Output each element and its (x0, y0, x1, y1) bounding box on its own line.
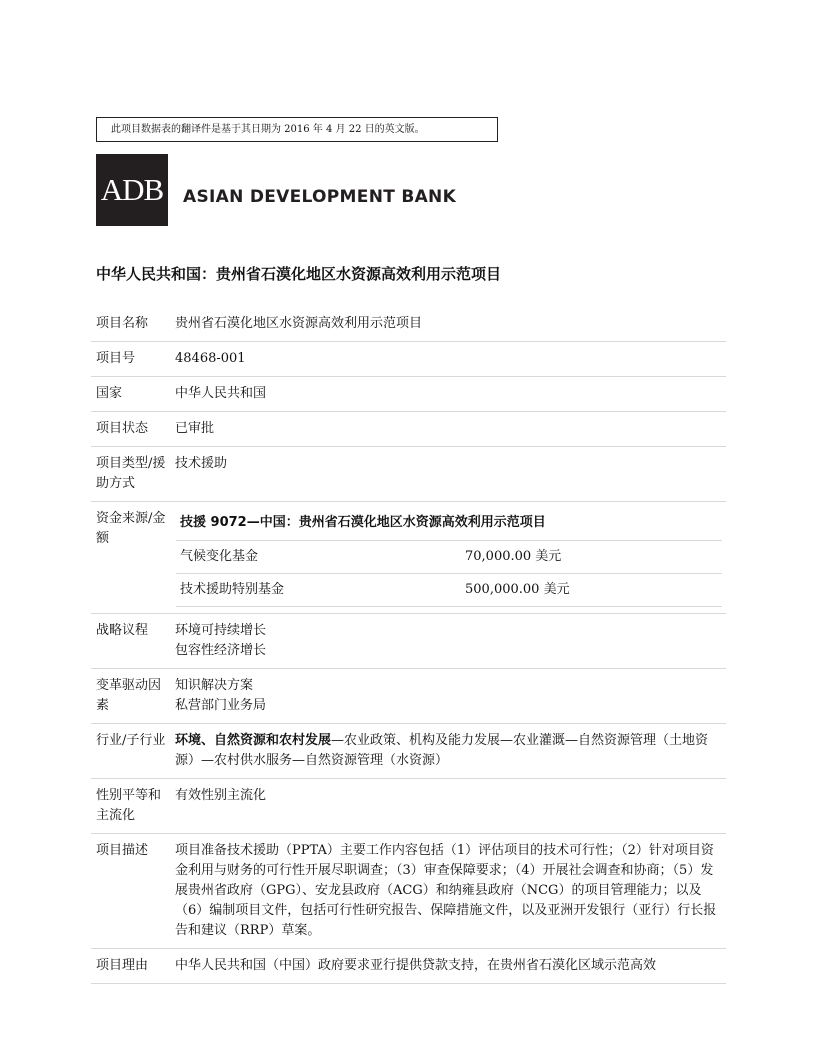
row-value (173, 669, 726, 723)
page-title: 中华人民共和国：贵州省石漠化地区水资源高效利用示范项目 (96, 265, 502, 283)
row-label: 战略议程 (96, 623, 149, 638)
row-country (91, 377, 726, 412)
row-value: 贵州省石漠化地区水资源高效利用示范项目 (175, 316, 423, 331)
adb-logo-mark: ADB (96, 154, 168, 226)
row-gender (91, 779, 726, 834)
row-value (173, 724, 726, 778)
row-value: 项目准备技术援助（PPTA）主要工作内容包括（1）评估项目的技术可行性；（2）针对项目资金利用与财务的可行性开展尽职调查；（3）审查保障要求；（4）开展社会调查和协商；（5）发展贵州省政府（GPG）、安龙县政府（ACG）和纳雍县政府（NCG）的项目管理能力；以及（6）编制项目文件，包括可行性研究报告、保障措施文件，以及亚洲开发银行（亚行）行长报告和建议（RRP）草案。 (175, 843, 717, 938)
row-label: 项目号 (96, 351, 136, 366)
row-sector (91, 724, 726, 779)
row-value: 中华人民共和国（中国）政府要求亚行提供贷款支持，在贵州省石漠化区域示范高效 (175, 958, 657, 973)
adb-logo-name: ASIAN DEVELOPMENT BANK (183, 187, 457, 207)
funding-source-name: 气候变化基金 (180, 549, 259, 564)
driver-item: 知识解决方案 (175, 678, 254, 693)
sector-name: 环境、自然资源和农村发展 (175, 733, 332, 748)
row-project-number (91, 342, 726, 377)
adb-logo (96, 154, 456, 226)
funding-block (173, 502, 726, 613)
funding-source-amount: 500,000.00 美元 (465, 582, 570, 597)
row-label: 项目类型/援助方式 (96, 456, 166, 491)
funding-source-name: 技术援助特别基金 (180, 582, 285, 597)
funding-source-row (176, 574, 722, 607)
funding-source-amount: 70,000.00 美元 (465, 549, 562, 564)
row-value: 技术援助 (175, 456, 228, 471)
row-status (91, 412, 726, 447)
row-drivers-of-change (91, 669, 726, 724)
row-label: 性别平等和主流化 (96, 788, 162, 823)
row-label: 项目名称 (96, 316, 149, 331)
row-value: 中华人民共和国 (175, 386, 267, 401)
row-value: 已审批 (175, 421, 215, 436)
row-label: 变革驱动因素 (96, 678, 162, 713)
row-value (173, 614, 726, 668)
row-value: 有效性别主流化 (175, 788, 267, 803)
row-label: 项目状态 (96, 421, 149, 436)
row-label: 资金来源/金额 (96, 511, 166, 546)
row-rationale (91, 949, 726, 984)
project-info-table (91, 307, 726, 984)
agenda-item: 包容性经济增长 (175, 643, 267, 658)
row-project-type (91, 447, 726, 502)
row-project-name (91, 307, 726, 342)
subsector-list: —农业政策、机构及能力发展—农业灌溉—自然资源管理（土地资源）—农村供水服务—自然资源管理（水资源） (175, 733, 709, 768)
funding-title: 技援 9072—中国：贵州省石漠化地区水资源高效利用示范项目 (176, 508, 722, 541)
row-label: 项目理由 (96, 958, 149, 973)
row-funding (91, 502, 726, 614)
agenda-item: 环境可持续增长 (175, 623, 267, 638)
row-label: 行业/子行业 (96, 733, 166, 748)
funding-source-row (176, 541, 722, 574)
row-label: 国家 (96, 386, 123, 401)
row-strategic-agenda (91, 614, 726, 669)
driver-item: 私营部门业务局 (175, 698, 267, 713)
row-description (91, 834, 726, 949)
row-value: 48468-001 (175, 351, 246, 366)
translation-notice: 此项目数据表的翻译件是基于其日期为 2016 年 4 月 22 日的英文版。 (96, 117, 498, 142)
row-label: 项目描述 (96, 843, 149, 858)
